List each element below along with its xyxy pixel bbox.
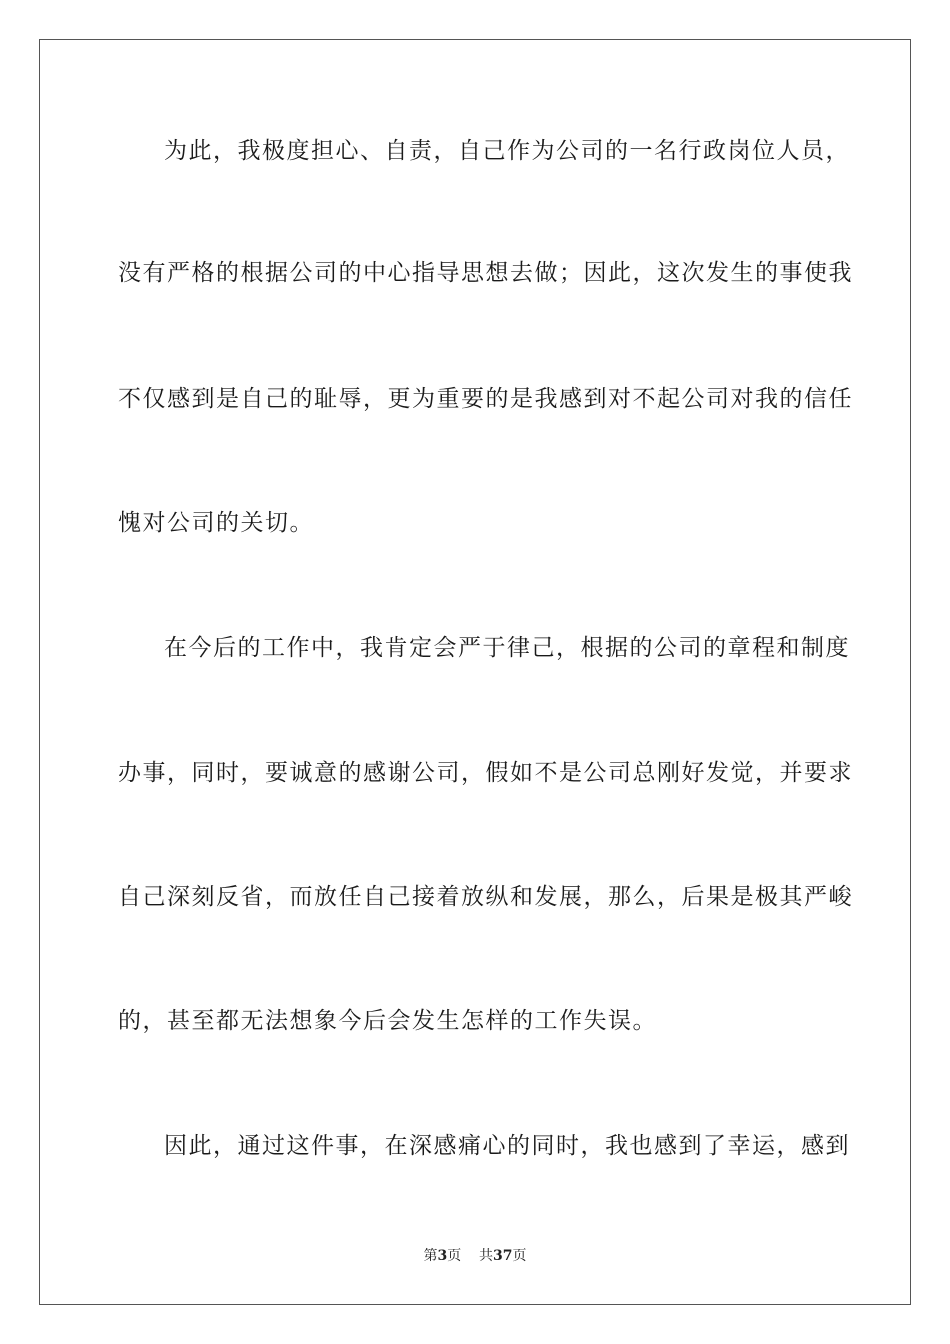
page-number: 3 [437, 1248, 448, 1264]
page-prefix: 第 [423, 1248, 438, 1264]
text-line: 办事，同时，要诚意的感谢公司，假如不是公司总刚好发觉，并要求 [118, 760, 853, 786]
text-line: 愧对公司的关切。 [118, 510, 314, 536]
text-line: 没有严格的根据公司的中心指导思想去做；因此，这次发生的事使我 [118, 260, 853, 286]
total-pages: 37 [493, 1248, 513, 1264]
text-line: 因此，通过这件事，在深感痛心的同时，我也感到了幸运，感到 [164, 1133, 850, 1159]
page-border [39, 39, 911, 1305]
text-line: 的，甚至都无法想象今后会发生怎样的工作失误。 [118, 1008, 657, 1034]
text-line: 不仅感到是自己的耻辱，更为重要的是我感到对不起公司对我的信任 [118, 386, 853, 412]
total-suffix: 页 [512, 1248, 527, 1264]
text-line: 自己深刻反省，而放任自己接着放纵和发展，那么，后果是极其严峻 [118, 884, 853, 910]
text-line: 在今后的工作中，我肯定会严于律己，根据的公司的章程和制度 [164, 635, 850, 661]
total-prefix: 共 [479, 1248, 494, 1264]
page-footer [0, 1247, 950, 1265]
page-suffix: 页 [447, 1248, 462, 1264]
text-line: 为此，我极度担心、自责，自己作为公司的一名行政岗位人员， [164, 138, 850, 164]
